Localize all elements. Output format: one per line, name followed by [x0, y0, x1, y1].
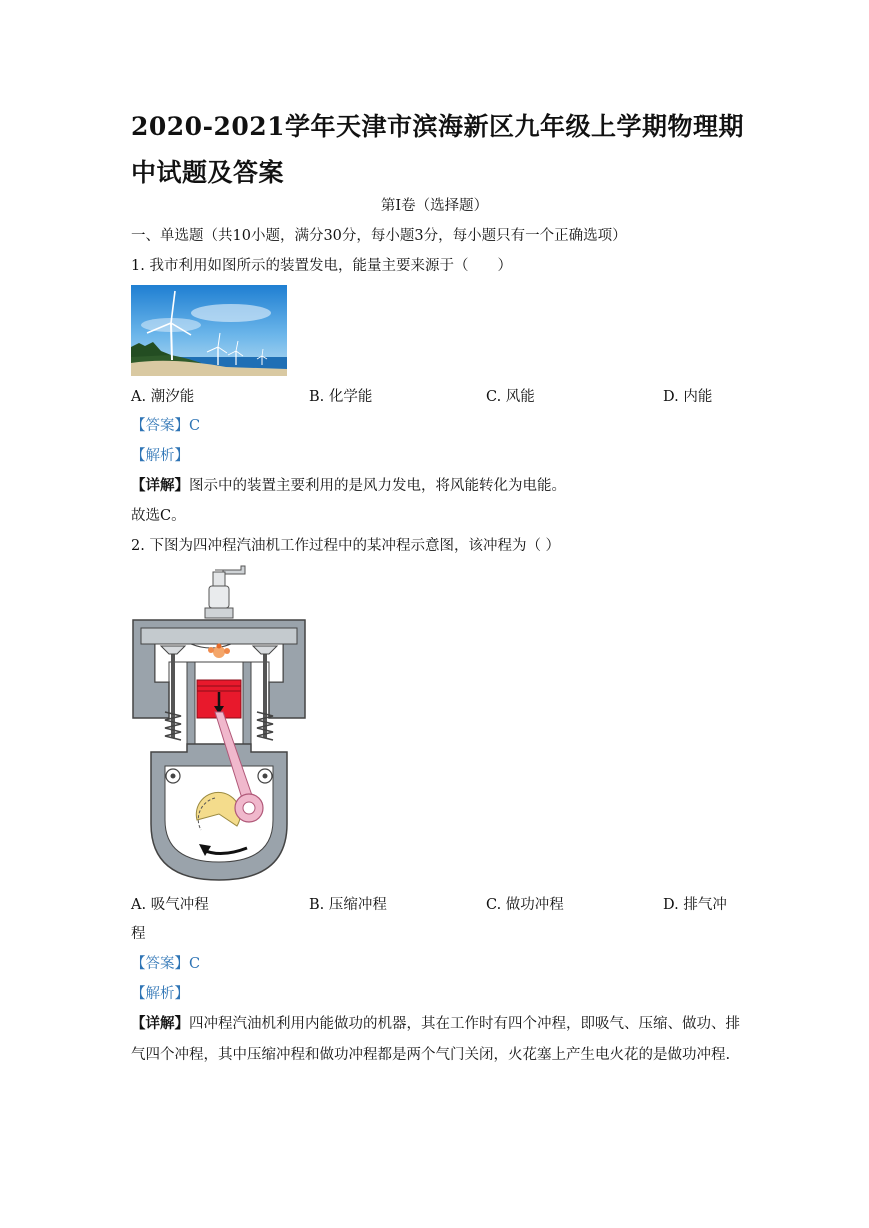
q1-detail-label: 【详解】 — [131, 477, 189, 494]
q1-option-c: C. 风能 — [486, 389, 535, 405]
wind-turbine-photo — [131, 285, 287, 376]
part-heading: 一、单选题（共10小题，满分30分，每小题3分，每小题只有一个正确选项） — [131, 228, 627, 244]
q2-option-c: C. 做功冲程 — [486, 897, 564, 913]
q1-answer: 【答案】C — [131, 418, 201, 434]
q2-option-wrap: 程 — [131, 926, 146, 942]
q1-option-b: B. 化学能 — [309, 389, 373, 405]
q2-detail-label: 【详解】 — [131, 1015, 189, 1032]
q1-detail-text: 图示中的装置主要利用的是风力发电，将风能转化为电能。 — [189, 478, 566, 494]
q2-detail — [131, 1008, 741, 1071]
q1-stem: 1. 我市利用如图所示的装置发电，能量主要来源于（ ） — [131, 258, 512, 274]
q2-answer: 【答案】C — [131, 956, 201, 972]
q2-option-a: A. 吸气冲程 — [131, 897, 209, 913]
engine-diagram — [131, 562, 307, 884]
q2-option-d: D. 排气冲 — [663, 897, 727, 913]
document-title: 2020-2021学年天津市滨海新区九年级上学期物理期中试题及答案 — [131, 112, 745, 187]
q1-conclusion: 故选C。 — [131, 508, 186, 524]
q2-detail-text: 四冲程汽油机利用内能做功的机器，其在工作时有四个冲程，即吸气、压缩、做功、排气四个冲程，其中压缩冲程和做功冲程都是两个气门关闭，火花塞上产生电火花的是做功冲程. — [131, 1016, 740, 1063]
q1-analysis: 【解析】 — [131, 448, 189, 464]
q2-option-b: B. 压缩冲程 — [309, 897, 387, 913]
q2-analysis: 【解析】 — [131, 986, 189, 1002]
q1-option-a: A. 潮汐能 — [131, 389, 195, 405]
q2-stem: 2. 下图为四冲程汽油机工作过程中的某冲程示意图，该冲程为（ ） — [131, 538, 561, 554]
section-title: 第Ⅰ卷（选择题） — [380, 198, 489, 214]
q1-detail — [131, 476, 566, 496]
q1-option-d: D. 内能 — [663, 389, 713, 405]
